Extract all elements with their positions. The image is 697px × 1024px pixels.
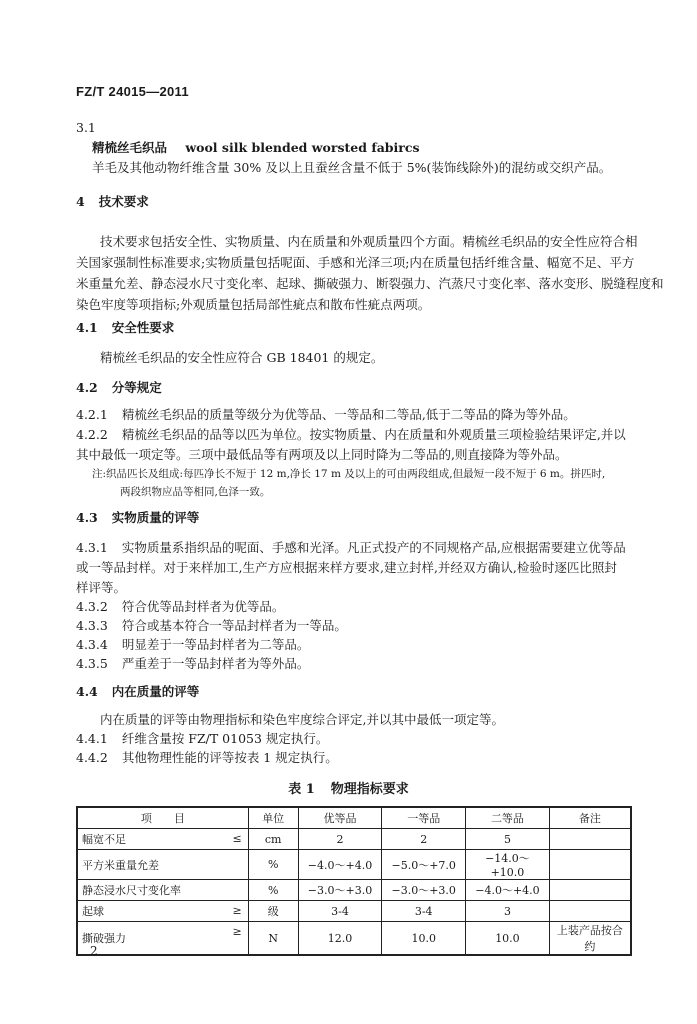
comparison-symbol: ≤ (232, 832, 242, 845)
physical-requirements-table (76, 806, 632, 956)
standard-code: FZ/T 24015—2011 (76, 84, 189, 99)
table-row (77, 829, 631, 850)
section-4-line-2: 关国家强制性标准要求;实物质量包括呢面、手感和光泽三项;内在质量包括纤维含量、幅宽不足、平方 (76, 255, 635, 270)
clause-3-1-definition: 羊毛及其他动物纤维含量 30% 及以上且蚕丝含量不低于 5%(装饰线除外)的混纺或交织产品。 (92, 160, 612, 175)
clause-text: 明显差于一等品封样者为二等品。 (121, 637, 310, 652)
note-line-2: 两段织物应品等相同,色泽一致。 (120, 486, 271, 498)
section-4-line-3: 米重量允差、静态浸水尺寸变化率、起球、撕破强力、断裂强力、汽蒸尺寸变化率、落水变形、脱缝程度和 (76, 276, 664, 291)
clause-4-4-1 (76, 731, 328, 747)
row-first-grade: −3.0～+3.0 (382, 880, 466, 901)
clause-4-3-1-cont2: 样评等。 (76, 580, 127, 595)
row-remark (549, 901, 631, 922)
section-4-4-text: 内在质量的评等由物理指标和染色牢度综合评定,并以其中最低一项定等。 (100, 712, 504, 727)
section-title: 分等规定 (111, 380, 162, 395)
row-first-grade: 3-4 (382, 901, 466, 922)
clause-3-1-term (92, 140, 420, 156)
row-first-grade: −5.0～+7.0 (382, 850, 466, 880)
note-line-1: 注:织品匹长及组成:每匹净长不短于 12 m,净长 17 m 及以上的可由两段组成,但最短一段不短于 6 m。拼匹时, (92, 468, 606, 480)
section-number: 4.1 (76, 320, 98, 335)
row-first-grade: 10.0 (382, 922, 466, 956)
header-unit: 单位 (248, 807, 298, 829)
clause-text: 严重差于一等品封样者为等外品。 (121, 656, 310, 671)
row-premium: −3.0～+3.0 (298, 880, 382, 901)
header-premium: 优等品 (298, 807, 382, 829)
clause-text: 实物质量系指织品的呢面、手感和光泽。凡正式投产的不同规格产品,应根据需要建立优等品 (121, 540, 626, 555)
clause-number: 4.3.4 (76, 637, 108, 652)
clause-text: 纤维含量按 FZ/T 01053 规定执行。 (121, 731, 329, 746)
clause-4-2-2-cont: 其中最低一项定等。三项中最低品等有两项及以上同时降为二等品的,则直接降为等外品。 (76, 447, 568, 462)
row-remark (549, 850, 631, 880)
row-unit: cm (248, 829, 298, 850)
header-first-grade: 一等品 (382, 807, 466, 829)
section-4-1-text: 精梳丝毛织品的安全性应符合 GB 18401 的规定。 (100, 350, 384, 365)
clause-number: 4.2.1 (76, 407, 108, 422)
table-row (77, 880, 631, 901)
header-second-grade: 二等品 (466, 807, 550, 829)
clause-text: 符合优等品封样者为优等品。 (121, 599, 285, 614)
clause-4-3-1-cont: 或一等品封样。对于来样加工,生产方应根据来样方要求,建立封样,并经双方确认,检验时逐匹比照封 (76, 560, 617, 575)
clause-4-3-1 (76, 540, 626, 556)
clause-number: 4.3.1 (76, 540, 108, 555)
section-4-3-heading (76, 510, 199, 526)
clause-text: 精梳丝毛织品的品等以匹为单位。按实物质量、内在质量和外观质量三项检验结果评定,并以 (121, 427, 626, 442)
section-4-2-heading (76, 380, 162, 396)
table-caption (0, 778, 697, 797)
row-unit: % (248, 850, 298, 880)
row-item (77, 880, 248, 901)
row-unit: 级 (248, 901, 298, 922)
clause-text: 其他物理性能的评等按表 1 规定执行。 (121, 750, 338, 765)
section-number: 4 (76, 194, 85, 209)
item-name: 幅宽不足 (82, 833, 126, 846)
term-en: wool silk blended worsted fabircs (185, 140, 420, 155)
row-remark: 上装产品按合约 (549, 922, 631, 956)
comparison-symbol: ≥ (232, 925, 242, 938)
clause-4-2-1 (76, 407, 576, 423)
item-name: 平方米重量允差 (82, 858, 159, 872)
row-item (77, 829, 248, 850)
row-remark (549, 829, 631, 850)
section-number: 4.2 (76, 380, 98, 395)
table-number: 表 1 (288, 782, 315, 797)
section-title: 内在质量的评等 (111, 684, 200, 699)
item-name: 起球 (82, 905, 104, 918)
term-cn: 精梳丝毛织品 (92, 140, 168, 155)
row-second-grade: −14.0～+10.0 (466, 850, 550, 880)
row-item (77, 922, 248, 956)
section-4-4-heading (76, 684, 199, 700)
row-item (77, 901, 248, 922)
section-number: 4.3 (76, 510, 98, 525)
row-premium: 3-4 (298, 901, 382, 922)
clause-4-3-5 (76, 656, 309, 672)
header-remark: 备注 (549, 807, 631, 829)
section-title: 安全性要求 (111, 320, 175, 335)
row-second-grade: 5 (466, 829, 550, 850)
section-4-heading (76, 194, 149, 210)
item-name: 静态浸水尺寸变化率 (82, 884, 181, 897)
section-4-1-heading (76, 320, 174, 336)
table-header-row (77, 807, 631, 829)
row-item (77, 850, 248, 880)
section-number: 4.4 (76, 684, 98, 699)
header-item: 项 目 (77, 807, 248, 829)
row-second-grade: 3 (466, 901, 550, 922)
clause-4-3-3 (76, 618, 347, 634)
clause-text: 精梳丝毛织品的质量等级分为优等品、一等品和二等品,低于二等品的降为等外品。 (121, 407, 576, 422)
section-title: 技术要求 (98, 194, 149, 209)
section-4-line-1: 技术要求包括安全性、实物质量、内在质量和外观质量四个方面。精梳丝毛织品的安全性应符合相 (100, 234, 638, 249)
clause-number: 4.3.5 (76, 656, 108, 671)
clause-number: 4.2.2 (76, 427, 108, 442)
row-premium: −4.0～+4.0 (298, 850, 382, 880)
clause-4-3-2 (76, 599, 284, 615)
table-row (77, 922, 631, 956)
row-first-grade: 2 (382, 829, 466, 850)
row-premium: 2 (298, 829, 382, 850)
clause-3-1-number: 3.1 (76, 120, 96, 135)
table-title: 物理指标要求 (330, 782, 409, 797)
clause-number: 4.3.3 (76, 618, 108, 633)
clause-4-2-2 (76, 427, 626, 443)
clause-4-3-4 (76, 637, 309, 653)
section-title: 实物质量的评等 (111, 510, 200, 525)
clause-number: 4.4.2 (76, 750, 108, 765)
row-premium: 12.0 (298, 922, 382, 956)
row-remark (549, 880, 631, 901)
table-row (77, 850, 631, 880)
clause-text: 符合或基本符合一等品封样者为一等品。 (121, 618, 347, 633)
item-name: 撕破强力 (82, 932, 126, 945)
row-unit: N (248, 922, 298, 956)
clause-number: 4.3.2 (76, 599, 108, 614)
row-second-grade: −4.0～+4.0 (466, 880, 550, 901)
page-number: 2 (90, 944, 98, 958)
table-row (77, 901, 631, 922)
clause-number: 4.4.1 (76, 731, 108, 746)
row-unit: % (248, 880, 298, 901)
section-4-line-4: 染色牢度等项指标;外观质量包括局部性疵点和散布性疵点两项。 (76, 297, 431, 312)
comparison-symbol: ≥ (232, 904, 242, 917)
clause-4-4-2 (76, 750, 338, 766)
row-second-grade: 10.0 (466, 922, 550, 956)
